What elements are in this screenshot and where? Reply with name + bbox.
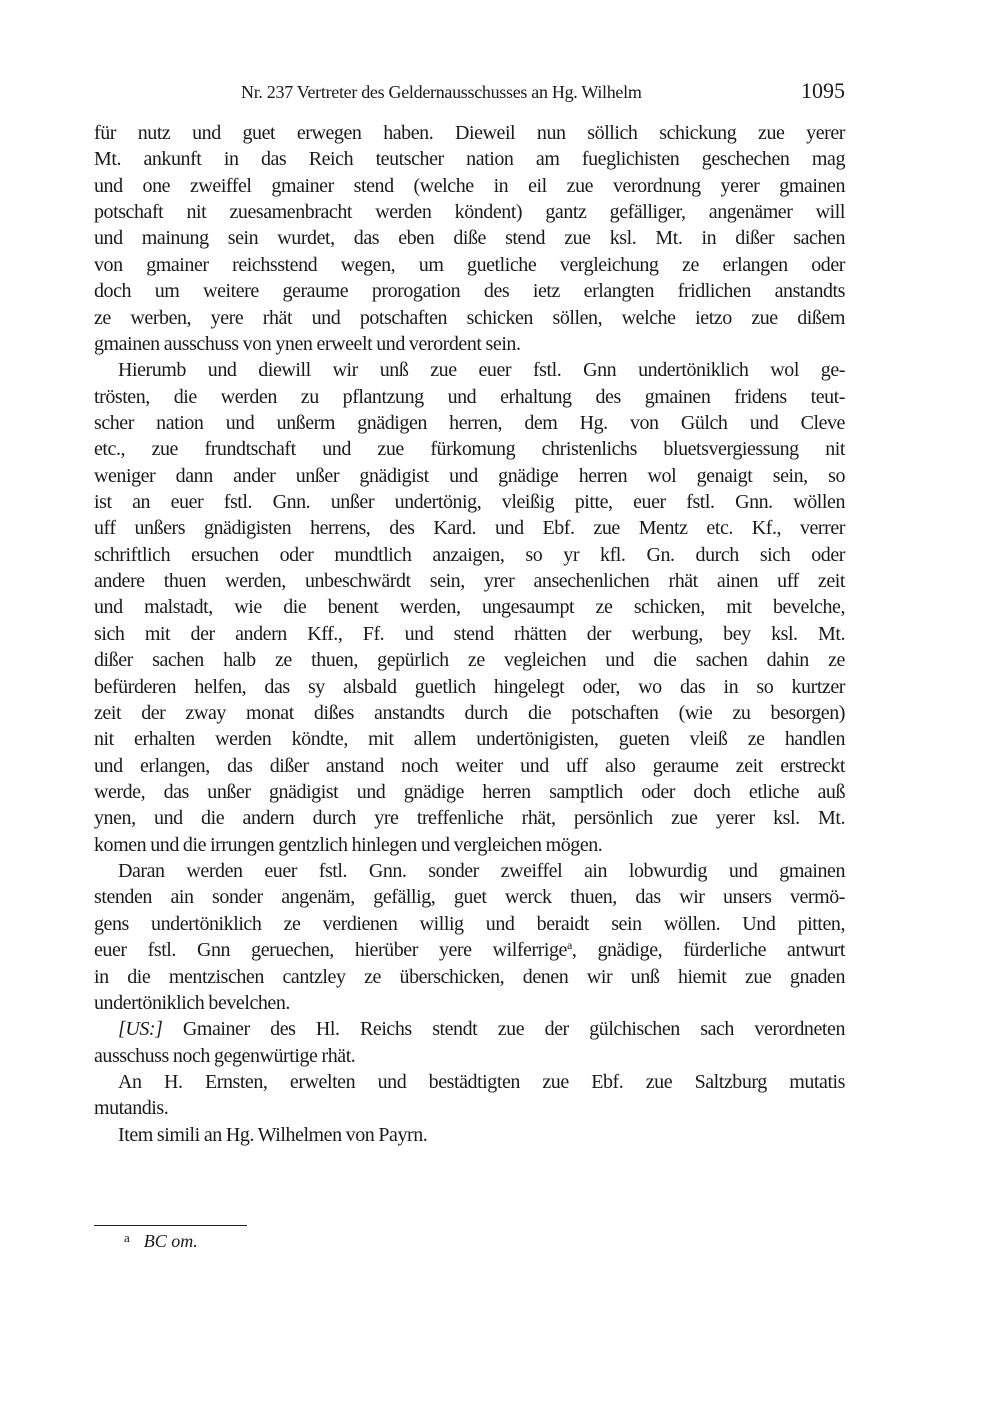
footnote [124,1230,198,1252]
text-line: weniger dann ander unßer gnädigist und gnädige herren wol genaigt sein, so [94,464,845,487]
text-line: An H. Ernsten, erwelten und bestädtigten zue Ebf. zue Saltzburg mutatis [118,1070,845,1093]
text-line: mutandis. [94,1097,169,1120]
footnote-mark: a [124,1230,130,1245]
running-title: Nr. 237 Vertreter des Geldernausschusses an Hg. Wilhelm [241,82,642,102]
main-text [94,120,845,1148]
text-segment: euer fstl. Gnn geruechen, hierüber yere wilferrige [94,939,567,962]
text-line: potschaft nit zuesamenbracht werden köndent) gantz gefälliger, angenämer will [94,201,845,224]
text-line: in die mentzischen cantzley ze überschicken, denen wir unß hiemit zue gnaden [94,965,845,988]
text-line: gmainen ausschuss von ynen erweelt und verordent sein. [94,332,521,355]
text-line: ynen, und die andern durch yre treffenliche rhät, persönlich zue yerer ksl. Mt. [94,807,845,830]
text-line: Mt. ankunft in das Reich teutscher nation am fueglichisten geschechen mag [94,148,845,171]
running-header [94,80,845,106]
text-line: etc., zue frundtschaft und zue fürkomung christenlichs bluetsvergiessung nit [94,438,845,461]
text-line: trösten, die werden zu pflantzung und erhaltung des gmainen fridens teut- [94,385,845,408]
text-line [94,1016,845,1042]
text-line: undertöniklich bevelchen. [94,991,290,1014]
text-line: gens undertöniklich ze verdienen willig und beraidt sein wöllen. Und pitten, [94,912,845,935]
text-line: dißer sachen halb ze thuen, gepürlich ze vegleichen und die sachen dahin ze [94,649,845,672]
text-line: ausschuss noch gegenwürtige rhät. [94,1044,356,1067]
text-line: nit erhalten werden köndte, mit allem undertönigisten, gueten vleiß ze handlen [94,728,845,751]
editorial-note: [US:] [118,1018,163,1041]
text-line: scher nation und unßerm gnädigen herren, dem Hg. von Gülch und Cleve [94,411,845,434]
text-line: Daran werden euer fstl. Gnn. sonder zweiffel ain lobwurdig und gmainen [118,860,845,883]
text-line: befürderen helfen, das sy alsbald guetlich hingelegt oder, wo das in so kurtzer [94,675,845,698]
text-line: doch um weitere geraume prorogation des ietz erlangten fridlichen anstandts [94,280,845,303]
text-line: und erlangen, das dißer anstand noch weiter und uff also geraume zeit erstreckt [94,754,845,777]
text-line: uff unßers gnädigisten herrens, des Kard. und Ebf. zue Mentz etc. Kf., verrer [94,517,845,540]
text-line: ze werben, yere rhät und potschaften schicken söllen, welche ietzo zue dißem [94,306,845,329]
text-line [94,937,845,963]
text-line: Item simili an Hg. Wilhelmen von Payrn. [118,1123,428,1146]
text-line: zeit der zway monat dißes anstandts durch die potschaften (wie zu besorgen) [94,701,845,724]
text-line: und mainung sein wurdet, das eben diße stend zue ksl. Mt. in dißer sachen [94,227,845,250]
footnote-divider [94,1225,247,1226]
text-line: und malstadt, wie die benent werden, ungesaumpt ze schicken, mit bevelche, [94,596,845,619]
text-line: schriftlich ersuchen oder mundtlich anzaigen, so yr kfl. Gn. durch sich oder [94,543,845,566]
text-line: werde, das unßer gnädigist und gnädige herren samptlich oder doch etliche auß [94,780,845,803]
footnote-reference: a [566,938,572,953]
text-line: von gmainer reichsstend wegen, um guetliche vergleichung ze erlangen oder [94,253,845,276]
text-line: stenden ain sonder angenäm, gefällig, guet werck thuen, das wir unsers vermö- [94,886,845,909]
page-number: 1095 [801,78,845,103]
footnote-text: BC om. [143,1231,198,1251]
text-line: komen und die irrungen gentzlich hinlegen und vergleichen mögen. [94,833,603,856]
text-line: sich mit der andern Kff., Ff. und stend rhätten der werbung, bey ksl. Mt. [94,622,845,645]
text-line: andere thuen werden, unbeschwärdt sein, yrer ansechenlichen rhät ainen uff zeit [94,570,845,593]
text-line: und one zweiffel gmainer stend (welche in eil zue verordnung yerer gmainen [94,174,845,197]
text-line: ist an euer fstl. Gnn. unßer undertönig, vleißig pitte, euer fstl. Gnn. wöllen [94,491,845,514]
text-segment: Gmainer des Hl. Reichs stendt zue der gülchischen sach verordneten [162,1018,845,1041]
text-line: für nutz und guet erwegen haben. Dieweil nun söllich schickung zue yerer [94,122,845,144]
text-segment: , gnädige, fürderliche antwurt [571,939,845,962]
text-line: Hierumb und diewill wir unß zue euer fstl. Gnn undertöniklich wol ge- [118,359,845,382]
